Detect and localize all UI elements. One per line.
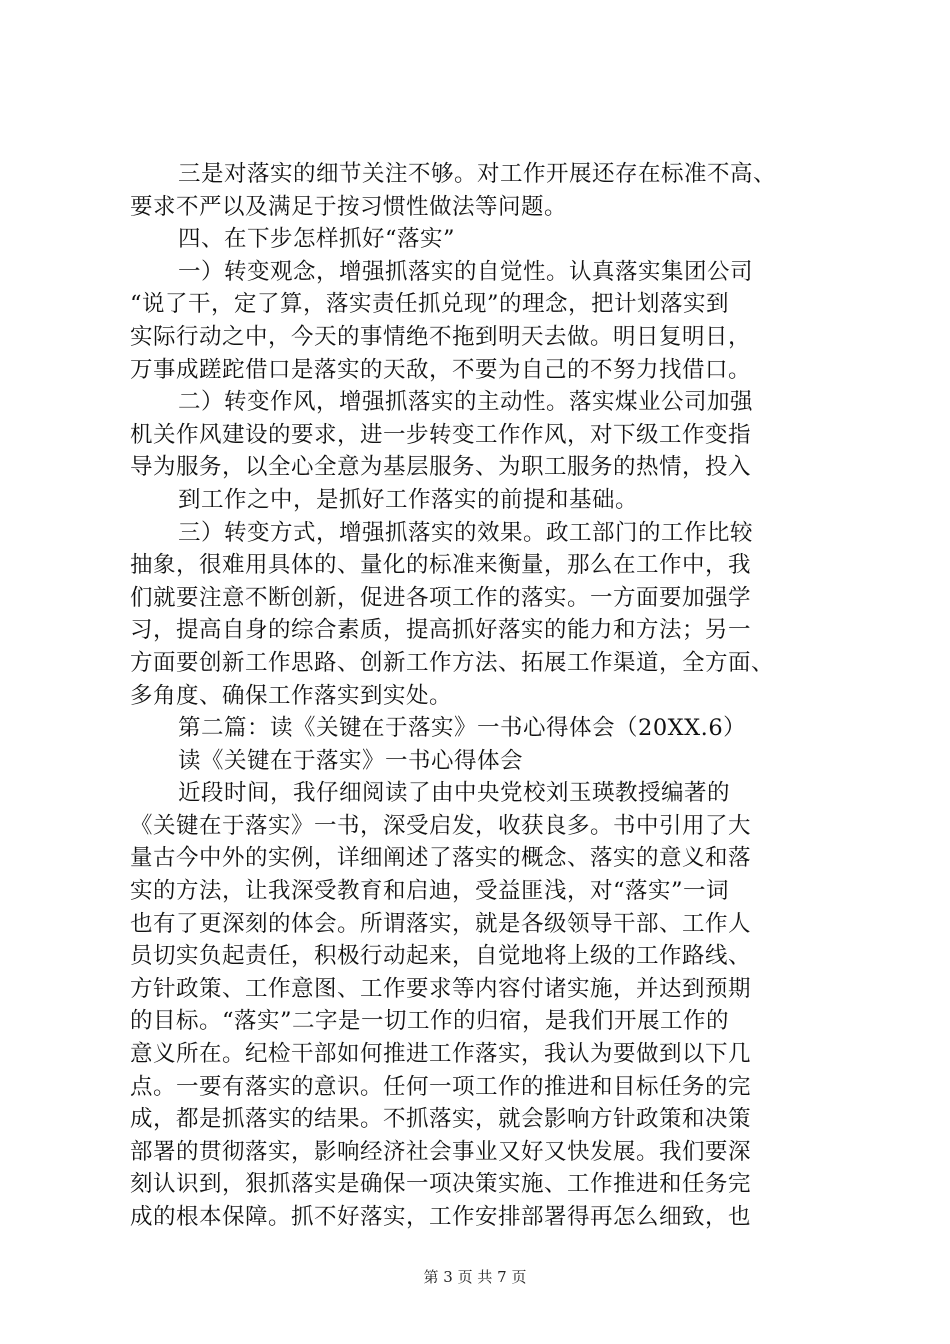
text-line: 读《关键在于落实》一书心得体会 [178,747,524,774]
text-line: 要求不严以及满足于按习惯性做法等问题。 [130,193,568,220]
text-line: 三）转变方式，增强抓落实的效果。政工部门的工作比较 [178,519,754,546]
text-line: 实际行动之中，今天的事情绝不拖到明天去做。明日复明日， [130,323,752,350]
text-line: 导为服务，以全心全意为基层服务、为职工服务的热情，投入 [130,454,752,481]
text-line: 成，都是抓落实的结果。不抓落实，就会影响方针政策和决策 [130,1106,752,1133]
text-line: 方面要创新工作思路、创新工作方法、拓展工作渠道，全方面、 [130,649,775,676]
text-line: 的目标。“落实”二字是一切工作的归宿，是我们开展工作的 [130,1008,730,1035]
text-line: 点。一要有落实的意识。任何一项工作的推进和目标任务的完 [130,1073,752,1100]
text-line: 二）转变作风，增强抓落实的主动性。落实煤业公司加强 [178,389,754,416]
text-line: 也有了更深刻的体会。所谓落实，就是各级领导干部、工作人 [130,910,752,937]
text-line: 抽象，很难用具体的、量化的标准来衡量，那么在工作中，我 [130,552,752,579]
text-line: 量古今中外的实例，详细阐述了落实的概念、落实的意义和落 [130,845,752,872]
document-body [130,158,830,1234]
text-line: 实的方法，让我深受教育和启迪，受益匪浅，对“落实”一词 [130,878,730,905]
text-line: 近段时间，我仔细阅读了由中央党校刘玉瑛教授编著的 [178,780,731,807]
page-footer: 第 3 页 共 7 页 [423,1268,527,1286]
text-line: 万事成蹉跎借口是落实的天敌，不要为自己的不努力找借口。 [130,356,752,383]
text-line: 四、在下步怎样抓好“落实” [178,226,456,253]
text-line: 机关作风建设的要求，进一步转变工作作风，对下级工作变指 [130,421,752,448]
text-line: 习，提高自身的综合素质，提高抓好落实的能力和方法；另一 [130,617,752,644]
text-line: 一）转变观念，增强抓落实的自觉性。认真落实集团公司 [178,258,754,285]
text-line: 方针政策、工作意图、工作要求等内容付诸实施，并达到预期 [130,975,752,1002]
text-line: 多角度、确保工作落实到实处。 [130,682,453,709]
text-line: 第二篇：读《关键在于落实》一书心得体会（20XX.6） [178,715,747,742]
text-line: 意义所在。纪检干部如何推进工作落实，我认为要做到以下几 [130,1041,752,1068]
text-line: 员切实负起责任，积极行动起来，自觉地将上级的工作路线、 [130,943,752,970]
text-line: 三是对落实的细节关注不够。对工作开展还存在标准不高、 [178,161,777,187]
text-line: “说了干，定了算，落实责任抓兑现”的理念，把计划落实到 [130,291,730,318]
text-line: 成的根本保障。抓不好落实，工作安排部署得再怎么细致，也 [130,1204,752,1230]
text-line: 刻认识到，狠抓落实是确保一项决策实施、工作推进和任务完 [130,1171,752,1198]
text-line: 部署的贯彻落实，影响经济社会事业又好又快发展。我们要深 [130,1138,752,1165]
text-line: 们就要注意不断创新，促进各项工作的落实。一方面要加强学 [130,584,752,611]
text-line: 到工作之中，是抓好工作落实的前提和基础。 [178,486,639,513]
text-line: 《关键在于落实》一书，深受启发，收获良多。书中引用了大 [130,812,752,839]
